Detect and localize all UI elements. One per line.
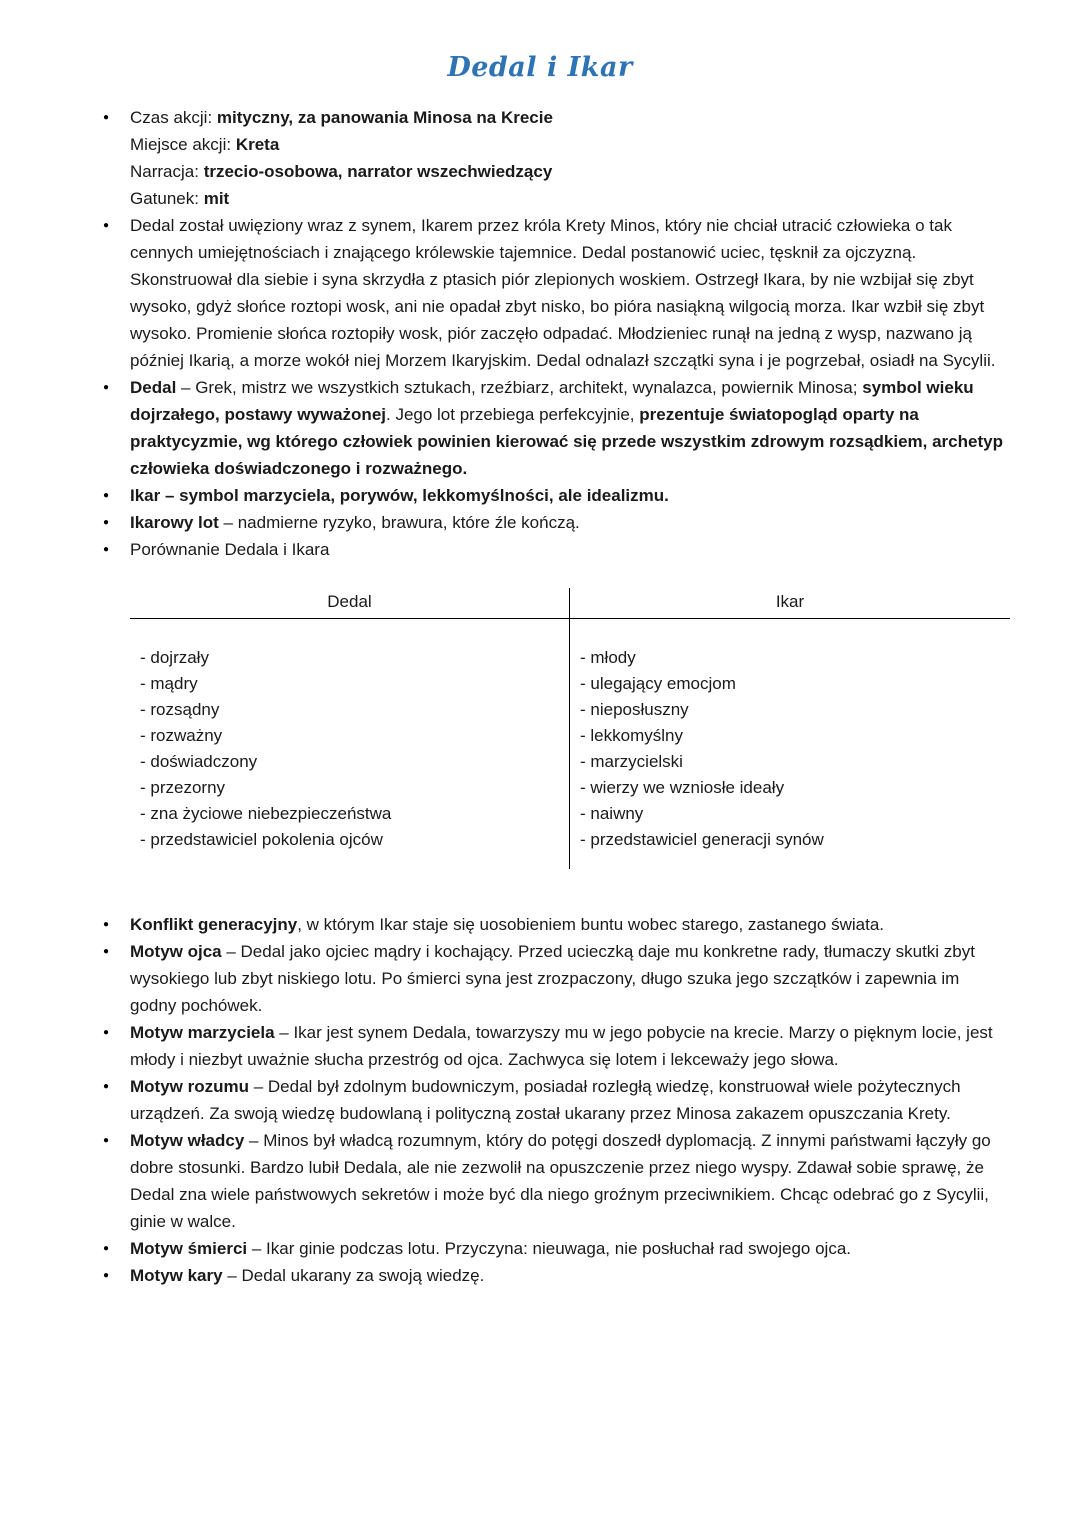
text-run: – Dedal jako ojciec mądry i kochający. Przed ucieczką daje mu konkretne rady, tłumaczy skutki zbyt wysokiego lub zbyt niskiego lotu. Po śmierci syna jest zrozpaczony, długo szuka jego szczątków i zapewnia im godny pochówek.: [130, 942, 975, 1015]
bold-text-run: Ikar – symbol marzyciela, porywów, lekkomyślności, ale idealizmu.: [130, 486, 669, 505]
note-line: [130, 509, 1010, 536]
table-cell: - przedstawiciel pokolenia ojców: [140, 830, 383, 849]
table-cell: - naiwny: [580, 804, 644, 823]
note-line: [130, 911, 1010, 938]
note-item: [70, 482, 1010, 509]
note-line: [130, 536, 1010, 563]
table-cell: - mądry: [140, 674, 198, 693]
page-title: Dedal i Ikar: [447, 52, 633, 83]
text-run: – Grek, mistrz we wszystkich sztukach, rzeźbiarz, architekt, wynalazca, powiernik Minosa;: [176, 378, 863, 397]
table-cell: - przezorny: [140, 778, 226, 797]
table-column-ikar: [570, 588, 1010, 869]
note-line: [130, 212, 1010, 374]
note-line: [130, 938, 1010, 1019]
note-line: [130, 1262, 1010, 1289]
table-column-dedal: [130, 588, 570, 869]
text-run: Dedal został uwięziony wraz z synem, Ikarem przez króla Krety Minos, który nie chciał utracić człowieka o tak cennych umiejętnościach i znającego królewskie tajemnice. Dedal postanowić uciec, tęsknił za ojczyzną. Skonstruował dla siebie i syna skrzydła z ptasich piór zlepionych woskiem. Ostrzegł Ikara, by nie wzbijał się zbyt wysoko, gdyż słońce roztopi wosk, ani nie opadał zbyt nisko, bo pióra nasiąkną wilgocią morza. Ikar wzbił się zbyt wysoko. Promienie słońca roztopiły wosk, piór zaczęło odpadać. Młodzieniec runął na jedną z wysp, nazwano ją później Ikarią, a morze wokół niej Morzem Ikaryjskim. Dedal odnalazł szczątki syna i je pogrzebał, osiadł na Sycylii.: [130, 216, 996, 370]
table-cell: - marzycielski: [580, 752, 683, 771]
text-run: Miejsce akcji:: [130, 135, 236, 154]
note-item: [70, 1019, 1010, 1073]
table-cell: - rozsądny: [140, 700, 220, 719]
table-header-dedal: Dedal: [130, 588, 569, 619]
table-cell: - rozważny: [140, 726, 223, 745]
text-run: . Jego lot przebiega perfekcyjnie,: [386, 405, 640, 424]
text-run: , w którym Ikar staje się uosobieniem buntu wobec starego, zastanego świata.: [297, 915, 885, 934]
table-cells-dedal: [130, 645, 569, 853]
bold-text-run: Motyw marzyciela: [130, 1023, 275, 1042]
bold-text-run: Motyw śmierci: [130, 1239, 248, 1258]
table-cell: - ulegający emocjom: [580, 674, 736, 693]
table-cell: - dojrzały: [140, 648, 209, 667]
table-cell: - zna życiowe niebezpieczeństwa: [140, 804, 392, 823]
note-item: [70, 212, 1010, 374]
bold-text-run: Konflikt generacyjny: [130, 915, 298, 934]
note-line: [130, 1235, 1010, 1262]
text-run: – Dedal ukarany za swoją wiedzę.: [222, 1266, 485, 1285]
bold-text-run: Motyw władcy: [130, 1131, 245, 1150]
table-cells-ikar: [570, 645, 1010, 853]
note-item: [70, 1235, 1010, 1262]
note-line: [130, 1073, 1010, 1127]
bold-text-run: symbol wieku dojrzałego, postawy wyważonej: [130, 378, 974, 424]
table-cell: - doświadczony: [140, 752, 258, 771]
table-cell: - nieposłuszny: [580, 700, 689, 719]
text-run: – Minos był władcą rozumnym, który do potęgi doszedł dyplomacją. Z innymi państwami łączyły go dobre stosunki. Bardzo lubił Dedala, ale nie zezwolił na opuszczenie przez niego wyspy. Zdawał sobie sprawę, że Dedal zna wiele państwowych sekretów i może być dla niego groźnym przeciwnikiem. Chcąc odebrać go z Sycylii, ginie w walce.: [130, 1131, 991, 1231]
note-line: [130, 158, 1010, 185]
note-item: [70, 104, 1010, 212]
notes-list-bottom: [70, 911, 1010, 1289]
text-run: Gatunek:: [130, 189, 204, 208]
table-cell: - lekkomyślny: [580, 726, 683, 745]
bold-text-run: Motyw rozumu: [130, 1077, 249, 1096]
bold-text-run: Motyw kary: [130, 1266, 223, 1285]
table-cell: - wierzy we wzniosłe ideały: [580, 778, 785, 797]
note-line: [130, 374, 1010, 482]
text-run: Narracja:: [130, 162, 204, 181]
note-item: [70, 1127, 1010, 1235]
note-item: [70, 374, 1010, 482]
bold-text-run: Kreta: [235, 135, 280, 154]
note-line: [130, 131, 1010, 158]
note-item: [70, 509, 1010, 536]
note-line: [130, 1019, 1010, 1073]
note-line: [130, 185, 1010, 212]
text-run: Porównanie Dedala i Ikara: [130, 540, 330, 559]
note-line: [130, 104, 1010, 131]
bold-text-run: mit: [203, 189, 230, 208]
text-run: – nadmierne ryzyko, brawura, które źle kończą.: [218, 513, 580, 532]
notes-list-top: [70, 104, 1010, 563]
bold-text-run: Dedal: [130, 378, 177, 397]
text-run: – Ikar ginie podczas lotu. Przyczyna: nieuwaga, nie posłuchał rad swojego ojca.: [247, 1239, 851, 1258]
bold-text-run: prezentuje światopogląd oparty na praktycyzmie, wg którego człowiek powinien kierować się przede wszystkim zdrowym rozsądkiem, archetyp człowieka doświadczonego i rozważnego.: [130, 405, 1003, 478]
bold-text-run: Ikarowy lot: [130, 513, 219, 532]
note-item: [70, 1073, 1010, 1127]
bold-text-run: mityczny, za panowania Minosa na Krecie: [216, 108, 553, 127]
text-run: – Ikar jest synem Dedala, towarzyszy mu w jego pobycie na krecie. Marzy o pięknym locie, jest młody i niezbyt uważnie słucha przestróg od ojca. Zachwyca się lotem i lekceważy jego słowa.: [130, 1023, 993, 1069]
note-line: [130, 1127, 1010, 1235]
comparison-table: [130, 588, 1010, 869]
note-item: [70, 911, 1010, 938]
bold-text-run: Motyw ojca: [130, 942, 222, 961]
table-header-ikar: Ikar: [570, 588, 1010, 619]
text-run: – Dedal był zdolnym budowniczym, posiadał rozległą wiedzę, konstruował wiele pożytecznych urządzeń. Za swoją wiedzę budowlaną i polityczną został ukarany przez Minosa zakazem opuszczania Krety.: [130, 1077, 961, 1123]
text-run: Czas akcji:: [130, 108, 217, 127]
table-cell: - przedstawiciel generacji synów: [580, 830, 824, 849]
note-line: [130, 482, 1010, 509]
note-item: [70, 1262, 1010, 1289]
bold-text-run: trzecio-osobowa, narrator wszechwiedzący: [203, 162, 553, 181]
table-cell: - młody: [580, 648, 636, 667]
note-item: [70, 938, 1010, 1019]
note-item: [70, 536, 1010, 563]
